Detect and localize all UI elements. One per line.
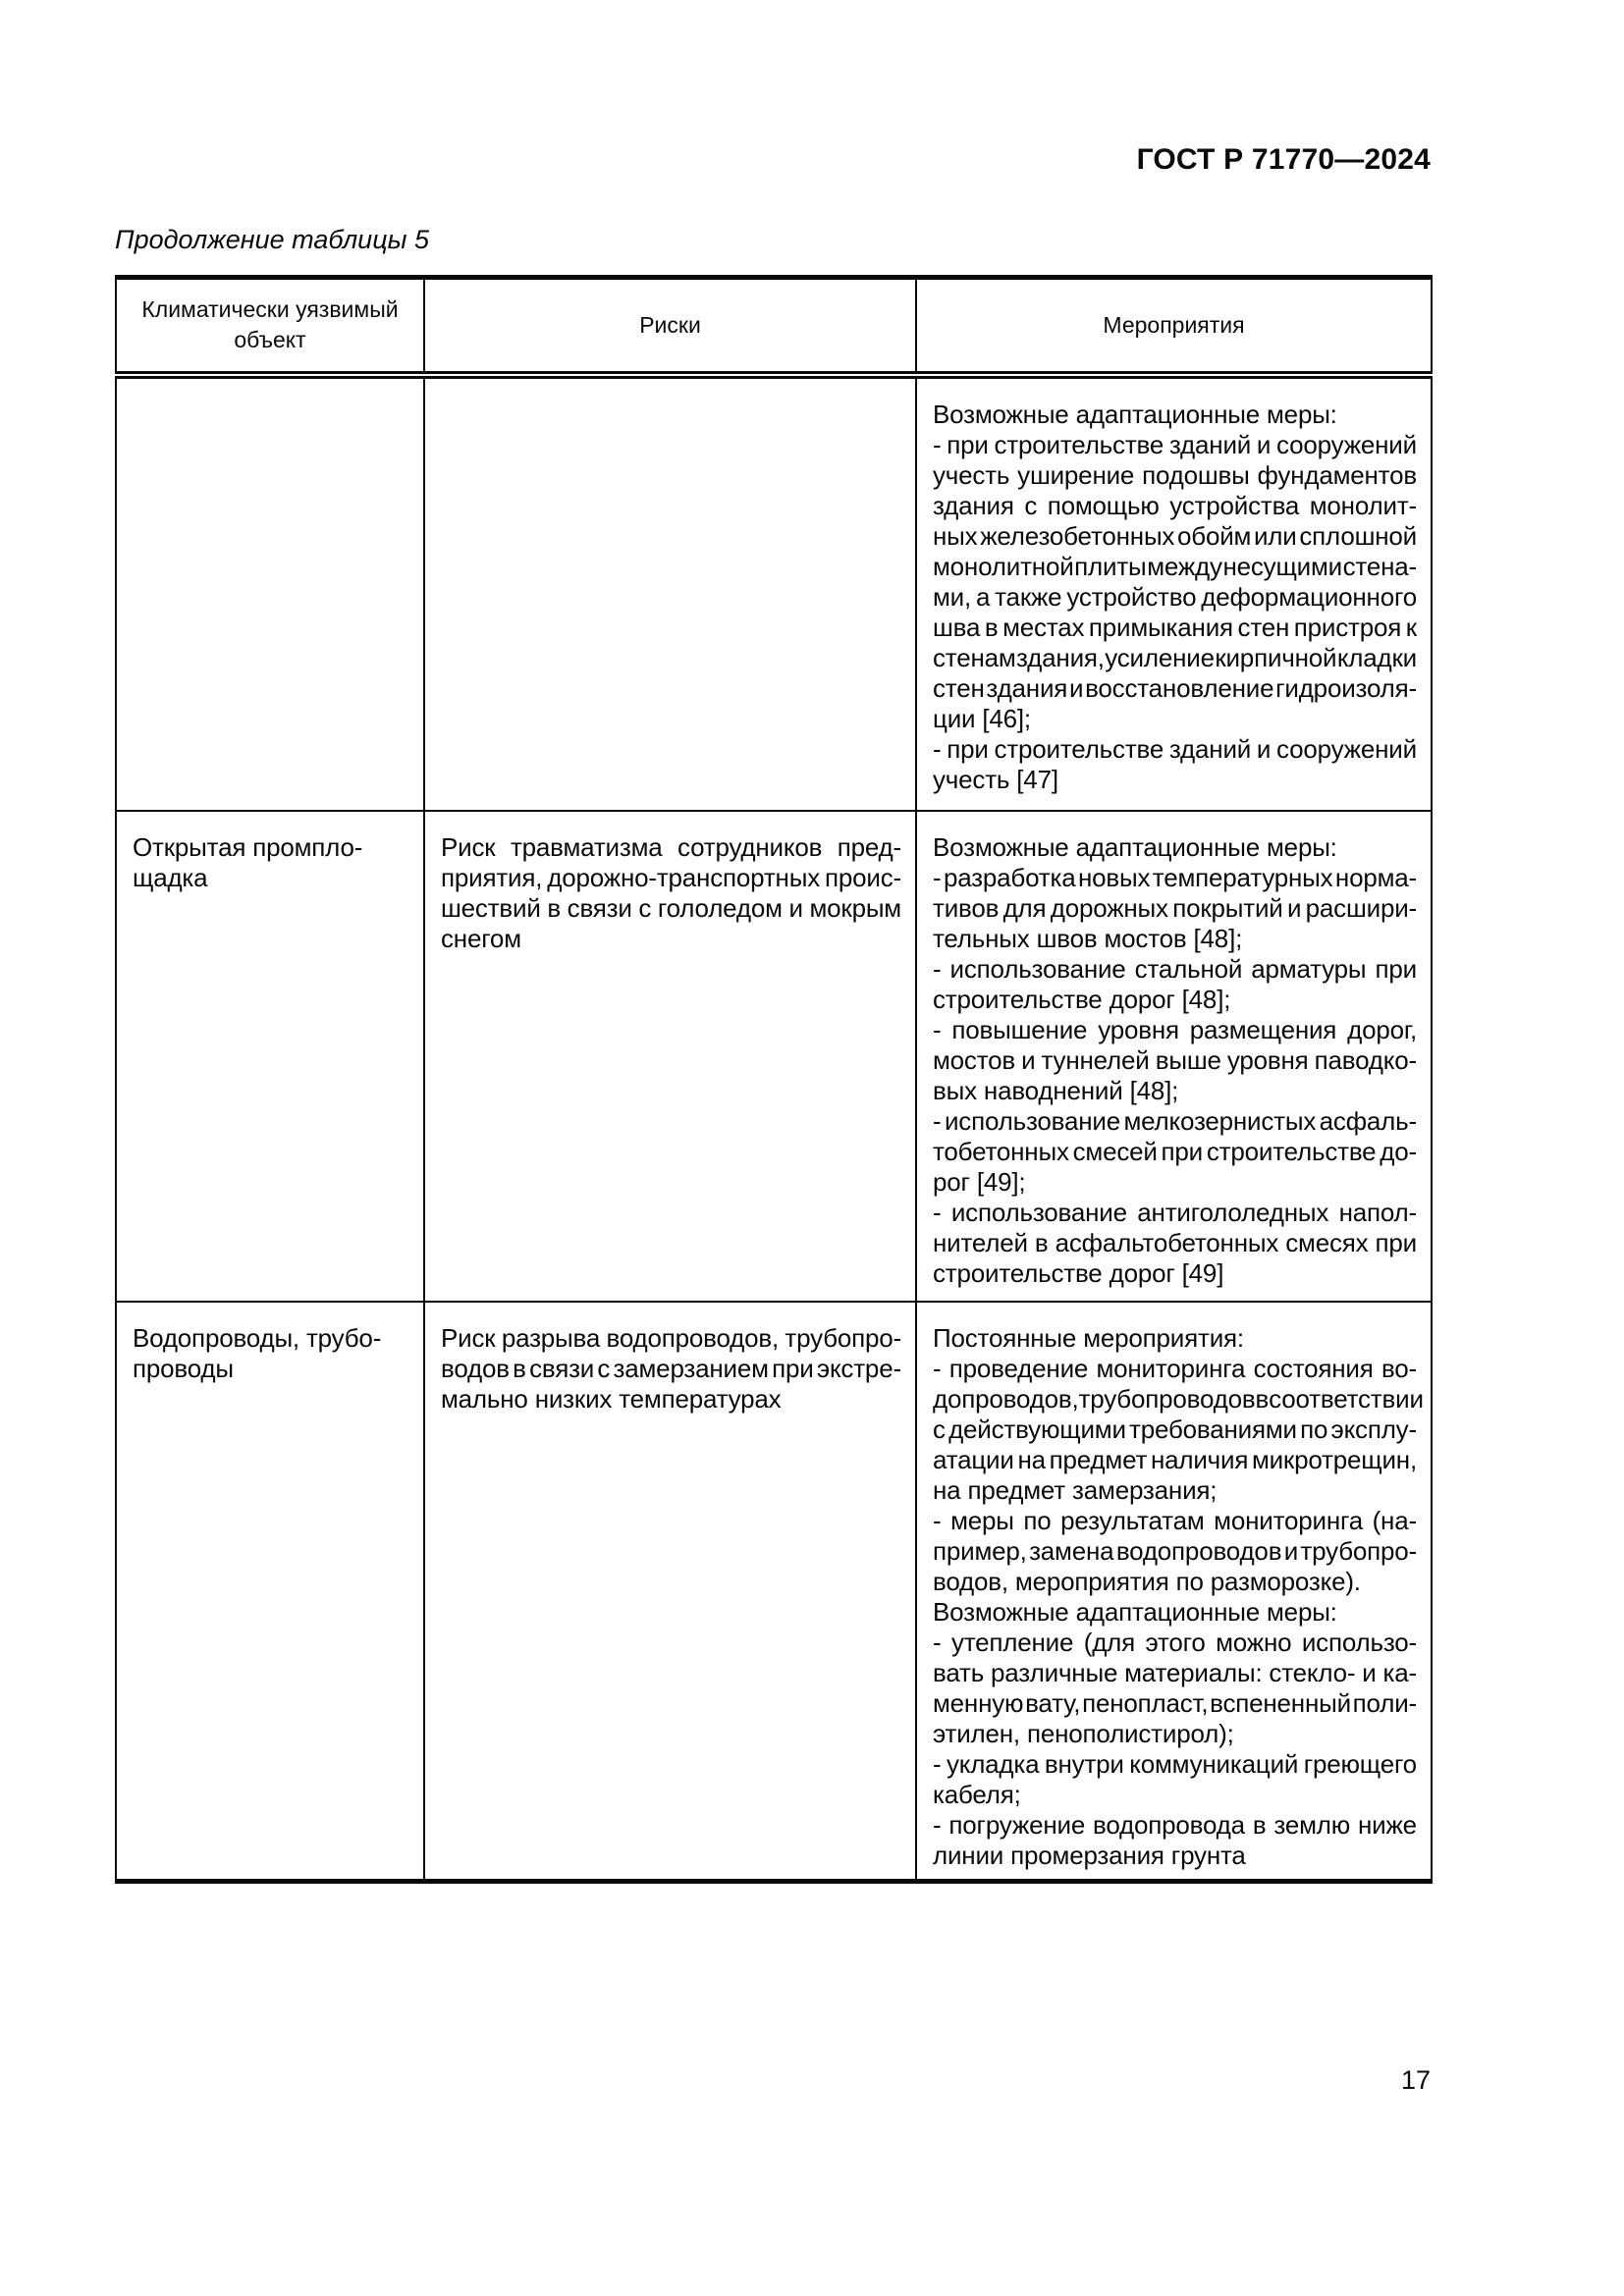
- text-line: - повышение уровня размещения дорог,: [933, 1014, 1417, 1044]
- text-line: вать различные материалы: стекло- и ка-: [933, 1657, 1417, 1687]
- text-line: проводы: [133, 1353, 234, 1383]
- cell-measures: [916, 375, 1432, 811]
- cell-risks: [424, 1302, 916, 1882]
- text-line: приятия, дорожно-транспортных проис-: [441, 862, 901, 892]
- text-line: вых наводнений [48];: [933, 1075, 1179, 1105]
- text-line: линии промерзания грунта: [933, 1840, 1246, 1870]
- text-line: Риск травматизма сотрудников пред-: [441, 831, 901, 862]
- text-line: Возможные адаптационные меры:: [933, 831, 1337, 862]
- cell-risks: [424, 375, 916, 811]
- cell-risks: [424, 811, 916, 1302]
- table-row: [116, 1302, 1432, 1882]
- cell-measures: [916, 811, 1432, 1302]
- text-line: мально низких температурах: [441, 1383, 782, 1414]
- text-line: - разработка новых температурных норма-: [933, 862, 1417, 892]
- text-line: щадка: [133, 862, 208, 892]
- text-line: Открытая промпло-: [133, 831, 363, 862]
- text-line: строительстве дорог [48];: [933, 984, 1231, 1014]
- text-line: с действующими требованиями по эксплу-: [933, 1414, 1417, 1444]
- text-line: - проведение мониторинга состояния во-: [933, 1353, 1417, 1383]
- text-line: допроводов, трубопроводов в соответствии: [933, 1383, 1424, 1414]
- text-line: ции [46];: [933, 703, 1031, 733]
- table-header-row: [116, 278, 1432, 375]
- text-line: кабеля;: [933, 1779, 1021, 1809]
- table-caption: Продолжение таблицы 5: [115, 225, 430, 254]
- text-line: водов, мероприятия по разморозке).: [933, 1566, 1361, 1596]
- text-line: - укладка внутри коммуникаций греющего: [933, 1748, 1417, 1779]
- text-line: мостов и туннелей выше уровня паводко-: [933, 1044, 1417, 1075]
- text-line: ных железобетонных обойм или сплошной: [933, 520, 1417, 551]
- text-line: Водопроводы, трубо-: [133, 1322, 382, 1353]
- text-line: тобетонных смесей при строительстве до-: [933, 1136, 1417, 1166]
- cell-object: [116, 811, 424, 1302]
- text-line: пример, замена водопроводов и трубопро-: [933, 1535, 1417, 1566]
- text-line: Возможные адаптационные меры:: [933, 399, 1337, 429]
- text-line: этилен, пенополистирол);: [933, 1718, 1234, 1748]
- cell-measures: [916, 1302, 1432, 1882]
- text-line: стен здания и восстановление гидроизоля-: [933, 672, 1417, 703]
- text-line: шествий в связи с гололедом и мокрым: [441, 892, 901, 923]
- text-line: нителей в асфальтобетонных смесях при: [933, 1227, 1417, 1257]
- table-row: [116, 375, 1432, 811]
- text-line: строительстве дорог [49]: [933, 1257, 1224, 1288]
- text-line: шва в местах примыкания стен пристроя к: [933, 612, 1417, 642]
- text-line: - при строительстве зданий и сооружений: [933, 429, 1417, 459]
- text-line: - использование стальной арматуры при: [933, 953, 1417, 984]
- text-line: водов в связи с замерзанием при экстре-: [441, 1353, 901, 1383]
- text-line: Риск разрыва водопроводов, трубопро-: [441, 1322, 901, 1353]
- text-line: менную вату, пенопласт, вспененный поли-: [933, 1687, 1417, 1718]
- column-header-measures: Мероприятия: [916, 278, 1432, 375]
- page-content: [115, 0, 1431, 1884]
- text-line: снегом: [441, 923, 521, 953]
- page-number: 17: [1400, 2065, 1431, 2095]
- text-line: учесть уширение подошвы фундаментов: [933, 459, 1417, 490]
- text-line: - меры по результатам мониторинга (на-: [933, 1505, 1417, 1535]
- text-line: - использование антигололедных напол-: [933, 1197, 1417, 1227]
- text-line: Возможные адаптационные меры:: [933, 1596, 1337, 1627]
- text-line: - погружение водопровода в землю ниже: [933, 1809, 1417, 1840]
- column-header-risks: Риски: [424, 278, 916, 375]
- cell-object: [116, 1302, 424, 1882]
- climate-risk-table: [115, 275, 1433, 1884]
- cell-object: [116, 375, 424, 811]
- text-line: стенам здания, усиление кирпичной кладки: [933, 642, 1417, 672]
- text-line: здания с помощью устройства монолит-: [933, 490, 1417, 520]
- document-code: ГОСТ Р 71770—2024: [1136, 143, 1431, 176]
- text-line: - при строительстве зданий и сооружений: [933, 733, 1417, 764]
- column-header-object: Климатически уязвимый объект: [116, 278, 424, 375]
- text-line: тивов для дорожных покрытий и расшири-: [933, 892, 1417, 923]
- table-row: [116, 811, 1432, 1302]
- text-line: ми, а также устройство деформационного: [933, 581, 1417, 612]
- text-line: рог [49];: [933, 1166, 1026, 1197]
- text-line: на предмет замерзания;: [933, 1474, 1218, 1505]
- text-line: - использование мелкозернистых асфаль-: [933, 1105, 1417, 1136]
- text-line: атации на предмет наличия микротрещин,: [933, 1444, 1417, 1474]
- text-line: тельных швов мостов [48];: [933, 923, 1243, 953]
- text-line: учесть [47]: [933, 764, 1058, 794]
- text-line: - утепление (для этого можно использо-: [933, 1627, 1417, 1657]
- text-line: Постоянные мероприятия:: [933, 1322, 1244, 1353]
- text-line: монолитной плиты между несущими стена-: [933, 551, 1417, 581]
